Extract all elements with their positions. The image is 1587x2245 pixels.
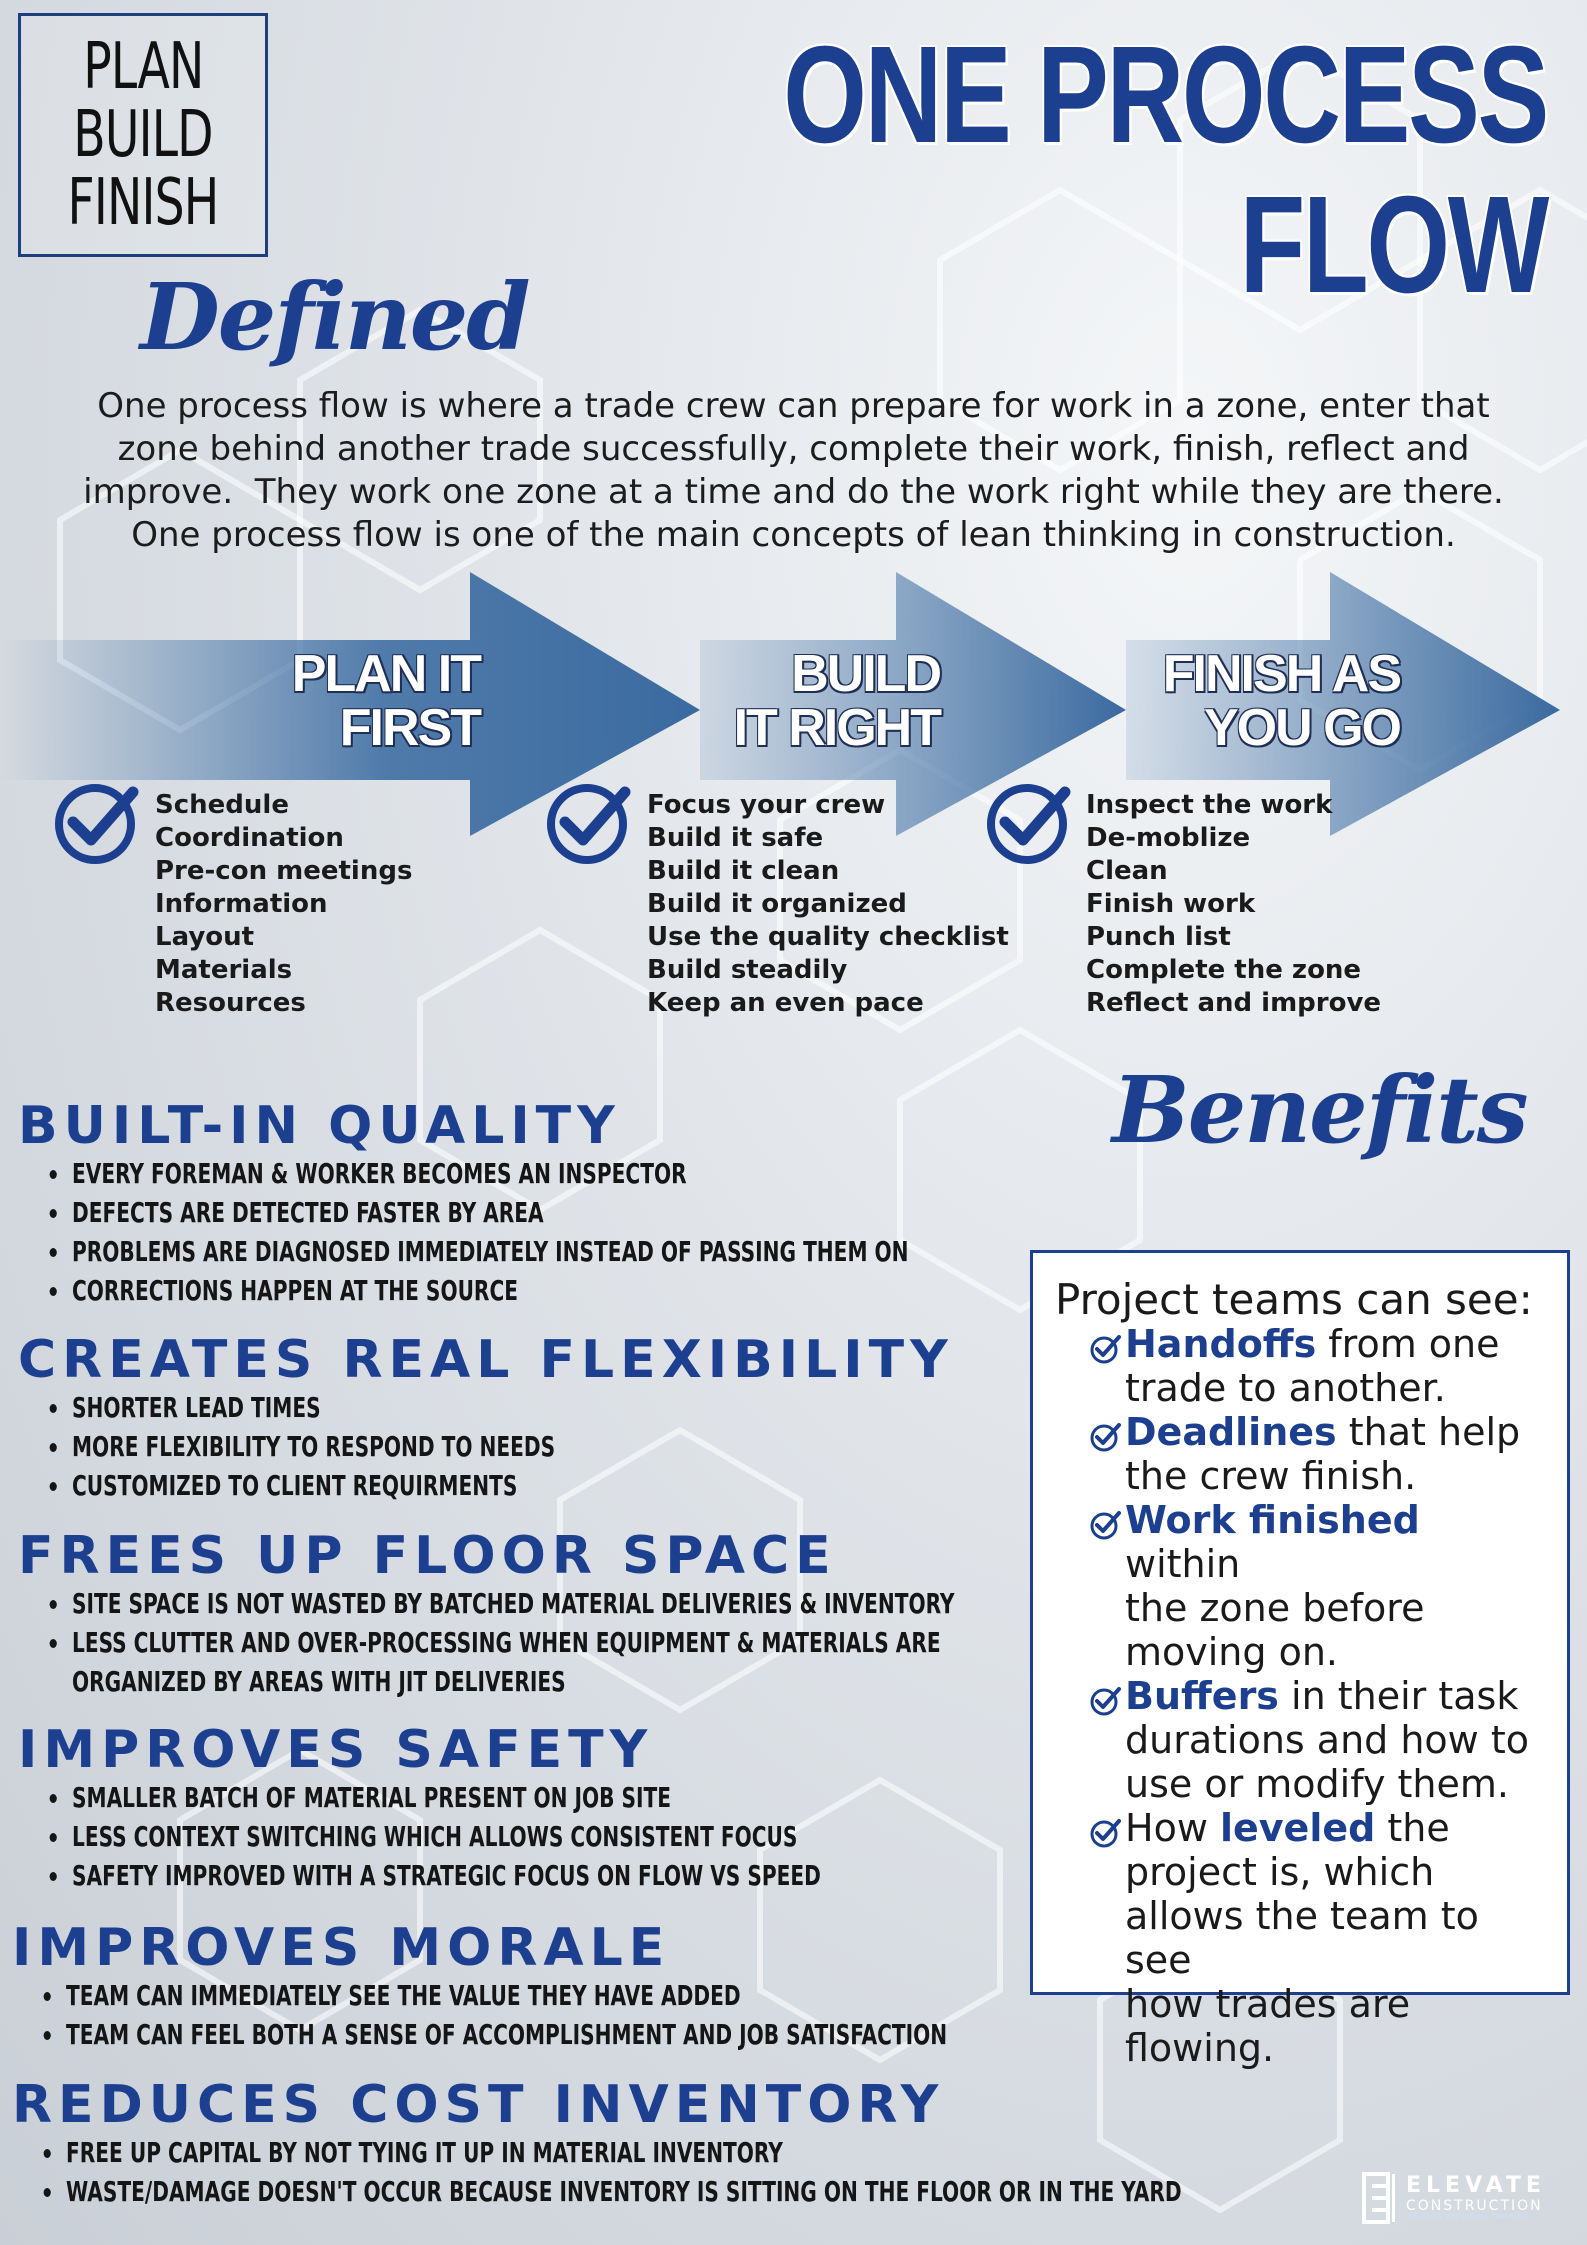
benefit-keyword: leveled bbox=[1219, 1806, 1376, 1850]
section-frees-up-floor-space bbox=[18, 1528, 1183, 1701]
section-improves-safety bbox=[18, 1722, 1016, 1895]
list-item: WASTE/DAMAGE DOESN'T OCCUR BECAUSE INVENTORY IS SITTING ON THE FLOOR OR IN THE YARD bbox=[34, 2172, 1182, 2211]
bullet-list bbox=[40, 1584, 1183, 1701]
list-item: Layout bbox=[155, 922, 255, 952]
list-item: MORE FLEXIBILITY TO RESPOND TO NEEDS bbox=[40, 1427, 771, 1466]
list-item: Build it organized bbox=[647, 889, 907, 919]
definition-line: One process flow is one of the main concepts of lean thinking in construction. bbox=[131, 515, 1456, 555]
section-heading: FREES UP FLOOR SPACE bbox=[18, 1526, 837, 1586]
list-item: Materials bbox=[155, 955, 293, 985]
benefit-item bbox=[1055, 1674, 1547, 1806]
benefit-item bbox=[1055, 1498, 1547, 1674]
check-circle-icon bbox=[1089, 1332, 1123, 1366]
section-heading: CREATES REAL FLEXIBILITY bbox=[18, 1330, 954, 1390]
list-item: LESS CONTEXT SWITCHING WHICH ALLOWS CONSISTENT FOCUS bbox=[40, 1817, 821, 1856]
check-circle-icon bbox=[1089, 1816, 1123, 1850]
defined-heading: Defined bbox=[140, 263, 529, 371]
build-checklist bbox=[647, 789, 1009, 1020]
definition-line: improve. They work one zone at a time and do the work right while they are there. bbox=[83, 472, 1504, 512]
list-item: CORRECTIONS HAPPEN AT THE SOURCE bbox=[40, 1271, 909, 1310]
phase-title-line: FINISH AS bbox=[1162, 645, 1400, 703]
section-reduces-cost-inventory bbox=[12, 2077, 1468, 2211]
list-item: Reflect and improve bbox=[1086, 988, 1382, 1018]
list-item: Keep an even pace bbox=[647, 988, 924, 1018]
benefit-text-part: trade to another. bbox=[1125, 1366, 1446, 1410]
benefit-text bbox=[1125, 1322, 1547, 1410]
list-item: Focus your crew bbox=[647, 790, 886, 820]
section-improves-morale bbox=[12, 1920, 1175, 2054]
benefit-text-part: moving on. bbox=[1125, 1630, 1339, 1674]
bullet-list bbox=[34, 2133, 1468, 2211]
logo-wordmark: ELEVATE bbox=[1406, 2173, 1546, 2198]
checkmark-circle-icon bbox=[547, 778, 633, 864]
finish-checklist bbox=[1086, 789, 1381, 1020]
bullet-list bbox=[40, 1388, 954, 1505]
list-item: Complete the zone bbox=[1086, 955, 1362, 985]
list-item: CUSTOMIZED TO CLIENT REQUIRMENTS bbox=[40, 1466, 771, 1505]
benefit-keyword: Buffers bbox=[1125, 1674, 1279, 1718]
benefit-text-part: in their task bbox=[1278, 1674, 1519, 1718]
benefit-text-part: project is, which bbox=[1125, 1850, 1435, 1894]
list-item: SMALLER BATCH OF MATERIAL PRESENT ON JOB SITE bbox=[40, 1778, 821, 1817]
list-item: Punch list bbox=[1086, 922, 1231, 952]
phase-title-line: FIRST bbox=[339, 699, 480, 757]
plan-build-finish-badge bbox=[18, 13, 268, 257]
list-item: PROBLEMS ARE DIAGNOSED IMMEDIATELY INSTEAD OF PASSING THEM ON bbox=[40, 1232, 909, 1271]
phase-title-finish bbox=[1060, 647, 1400, 755]
list-item: Inspect the work bbox=[1086, 790, 1333, 820]
benefit-text-part: the crew finish. bbox=[1125, 1454, 1417, 1498]
benefits-card bbox=[1030, 1250, 1570, 2070]
benefit-text-part: the bbox=[1375, 1806, 1450, 1850]
badge-line-build: BUILD bbox=[73, 98, 213, 172]
benefit-text bbox=[1125, 1674, 1547, 1806]
benefit-text-part: from one bbox=[1316, 1322, 1500, 1366]
definition-line: zone behind another trade successfully, complete their work, finish, reflect and bbox=[117, 429, 1470, 469]
elevate-construction-logo bbox=[1362, 2168, 1567, 2228]
benefits-heading: Benefits bbox=[1112, 1056, 1527, 1164]
phase-title-plan bbox=[210, 647, 480, 755]
phase-title-line: BUILD bbox=[791, 645, 940, 703]
list-item: EVERY FOREMAN & WORKER BECOMES AN INSPECTOR bbox=[40, 1154, 909, 1193]
phase-title-line: PLAN IT bbox=[291, 645, 480, 703]
benefit-text-part: flowing. bbox=[1125, 2026, 1275, 2070]
benefit-text bbox=[1125, 1410, 1547, 1498]
list-item: Use the quality checklist bbox=[647, 922, 1009, 952]
list-item-continuation: ORGANIZED BY AREAS WITH JIT DELIVERIES bbox=[72, 1665, 566, 1698]
check-circle-icon bbox=[1089, 1684, 1123, 1718]
benefit-keyword: Deadlines bbox=[1125, 1410, 1337, 1454]
list-item: DEFECTS ARE DETECTED FASTER BY AREA bbox=[40, 1193, 909, 1232]
benefit-item bbox=[1055, 1410, 1547, 1498]
list-item: TEAM CAN IMMEDIATELY SEE THE VALUE THEY HAVE ADDED bbox=[34, 1976, 947, 2015]
list-item: SHORTER LEAD TIMES bbox=[40, 1388, 771, 1427]
list-item: Information bbox=[155, 889, 328, 919]
logo-subtitle: CONSTRUCTION bbox=[1406, 2198, 1543, 2214]
benefit-keyword: Handoffs bbox=[1125, 1322, 1317, 1366]
list-item: Clean bbox=[1086, 856, 1168, 886]
section-heading: IMPROVES MORALE bbox=[12, 1918, 671, 1978]
list-item: Pre-con meetings bbox=[155, 856, 413, 886]
badge-line-finish: FINISH bbox=[67, 166, 219, 240]
definition-paragraph bbox=[40, 385, 1547, 557]
definition-line: One process flow is where a trade crew can prepare for work in a zone, enter that bbox=[97, 386, 1490, 426]
benefit-item bbox=[1055, 1322, 1547, 1410]
check-circle-icon bbox=[1089, 1420, 1123, 1454]
list-item: Resources bbox=[155, 988, 306, 1018]
section-heading: BUILT-IN QUALITY bbox=[18, 1096, 621, 1156]
section-heading: IMPROVES SAFETY bbox=[18, 1720, 654, 1780]
phase-title-line: IT RIGHT bbox=[733, 699, 940, 757]
bullet-list bbox=[34, 1976, 1175, 2054]
logo-tagline: INSIGHTS SOLUTIONS TRAINING bbox=[1406, 2214, 1529, 2221]
benefit-text-part: within bbox=[1125, 1542, 1241, 1586]
benefit-text-part: how trades are bbox=[1125, 1982, 1411, 2026]
list-item: Build it clean bbox=[647, 856, 840, 886]
list-item: SITE SPACE IS NOT WASTED BY BATCHED MATERIAL DELIVERIES & INVENTORY bbox=[40, 1584, 955, 1623]
benefits-lead: Project teams can see: bbox=[1055, 1275, 1533, 1324]
list-item: Build it safe bbox=[647, 823, 824, 853]
benefit-text-part: that help bbox=[1336, 1410, 1521, 1454]
check-circle-icon bbox=[1089, 1508, 1123, 1542]
benefit-item bbox=[1055, 1806, 1547, 2070]
benefit-text-part: use or modify them. bbox=[1125, 1762, 1509, 1806]
phase-title-line: YOU GO bbox=[1203, 699, 1400, 757]
benefit-keyword: Work finished bbox=[1125, 1498, 1420, 1542]
benefit-text-part: durations and how to bbox=[1125, 1718, 1529, 1762]
list-item: Coordination bbox=[155, 823, 344, 853]
list-item: Finish work bbox=[1086, 889, 1256, 919]
plan-checklist bbox=[155, 789, 412, 1020]
benefit-text-part: the zone before bbox=[1125, 1586, 1425, 1630]
list-item: Schedule bbox=[155, 790, 289, 820]
page-title: ONE PROCESS FLOW bbox=[783, 18, 1547, 322]
bullet-list bbox=[40, 1154, 1126, 1310]
phase-title-build bbox=[640, 647, 940, 755]
benefit-text bbox=[1125, 1806, 1547, 2070]
section-built-in-quality bbox=[18, 1098, 1126, 1310]
bullet-list bbox=[40, 1778, 1016, 1895]
section-creates-real-flexibility bbox=[18, 1332, 954, 1505]
elevate-logo-mark-icon bbox=[1362, 2172, 1398, 2224]
benefit-text-part: allows the team to see bbox=[1125, 1894, 1479, 1982]
benefit-text-part: How bbox=[1125, 1806, 1220, 1850]
badge-line-plan: PLAN bbox=[82, 30, 204, 104]
checkmark-circle-icon bbox=[55, 778, 141, 864]
list-item: TEAM CAN FEEL BOTH A SENSE OF ACCOMPLISHMENT AND JOB SATISFACTION bbox=[34, 2015, 947, 2054]
list-item: De-moblize bbox=[1086, 823, 1251, 853]
benefit-text bbox=[1125, 1498, 1547, 1674]
list-item: FREE UP CAPITAL BY NOT TYING IT UP IN MATERIAL INVENTORY bbox=[34, 2133, 1182, 2172]
list-item: SAFETY IMPROVED WITH A STRATEGIC FOCUS ON FLOW VS SPEED bbox=[40, 1856, 821, 1895]
section-heading: REDUCES COST INVENTORY bbox=[12, 2075, 945, 2135]
list-item: LESS CLUTTER AND OVER-PROCESSING WHEN EQUIPMENT & MATERIALS ARE bbox=[40, 1623, 955, 1662]
list-item: Build steadily bbox=[647, 955, 848, 985]
